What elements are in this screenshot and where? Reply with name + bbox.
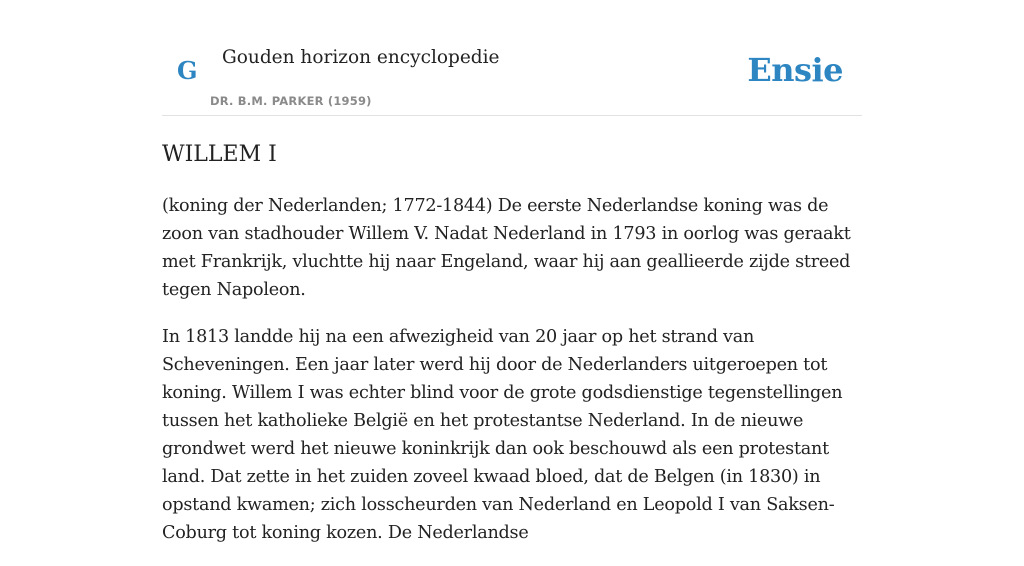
book-logo-icon[interactable]: G [177, 56, 198, 85]
source-header [162, 0, 862, 116]
ensie-logo-link[interactable]: Ensie [747, 51, 843, 89]
article-paragraph: In 1813 landde hij na een afwezigheid van 20 jaar op het strand van Scheveningen. Een jaar later werd hij door de Nederlanders uitgeroepen tot koning. Willem I was echter blind voor de grote godsdienstige tegenstellingen tussen het katholieke België en het protestantse Nederland. In de nieuwe grondwet werd het nieuwe koninkrijk dan ook beschouwd als een protestant land. Dat zette in het zuiden zoveel kwaad bloed, dat de Belgen (in 1830) in opstand kwamen; zich losscheurden van Nederland en Leopold I van Saksen-Coburg tot koning kozen. De Nederlandse [162, 327, 843, 543]
article-headword: WILLEM I [162, 142, 277, 167]
book-title-link[interactable]: Gouden horizon encyclopedie [222, 47, 500, 68]
author-byline: DR. B.M. PARKER (1959) [210, 94, 372, 108]
article-paragraph: (koning der Nederlanden; 1772-1844) De eerste Nederlandse koning was de zoon van stadhouder Willem V. Nadat Nederland in 1793 in oorlog was geraakt met Frankrijk, vluchtte hij naar Engeland, waar hij aan geallieerde zijde streed tegen Napoleon. [162, 196, 851, 300]
article-body [162, 192, 862, 566]
